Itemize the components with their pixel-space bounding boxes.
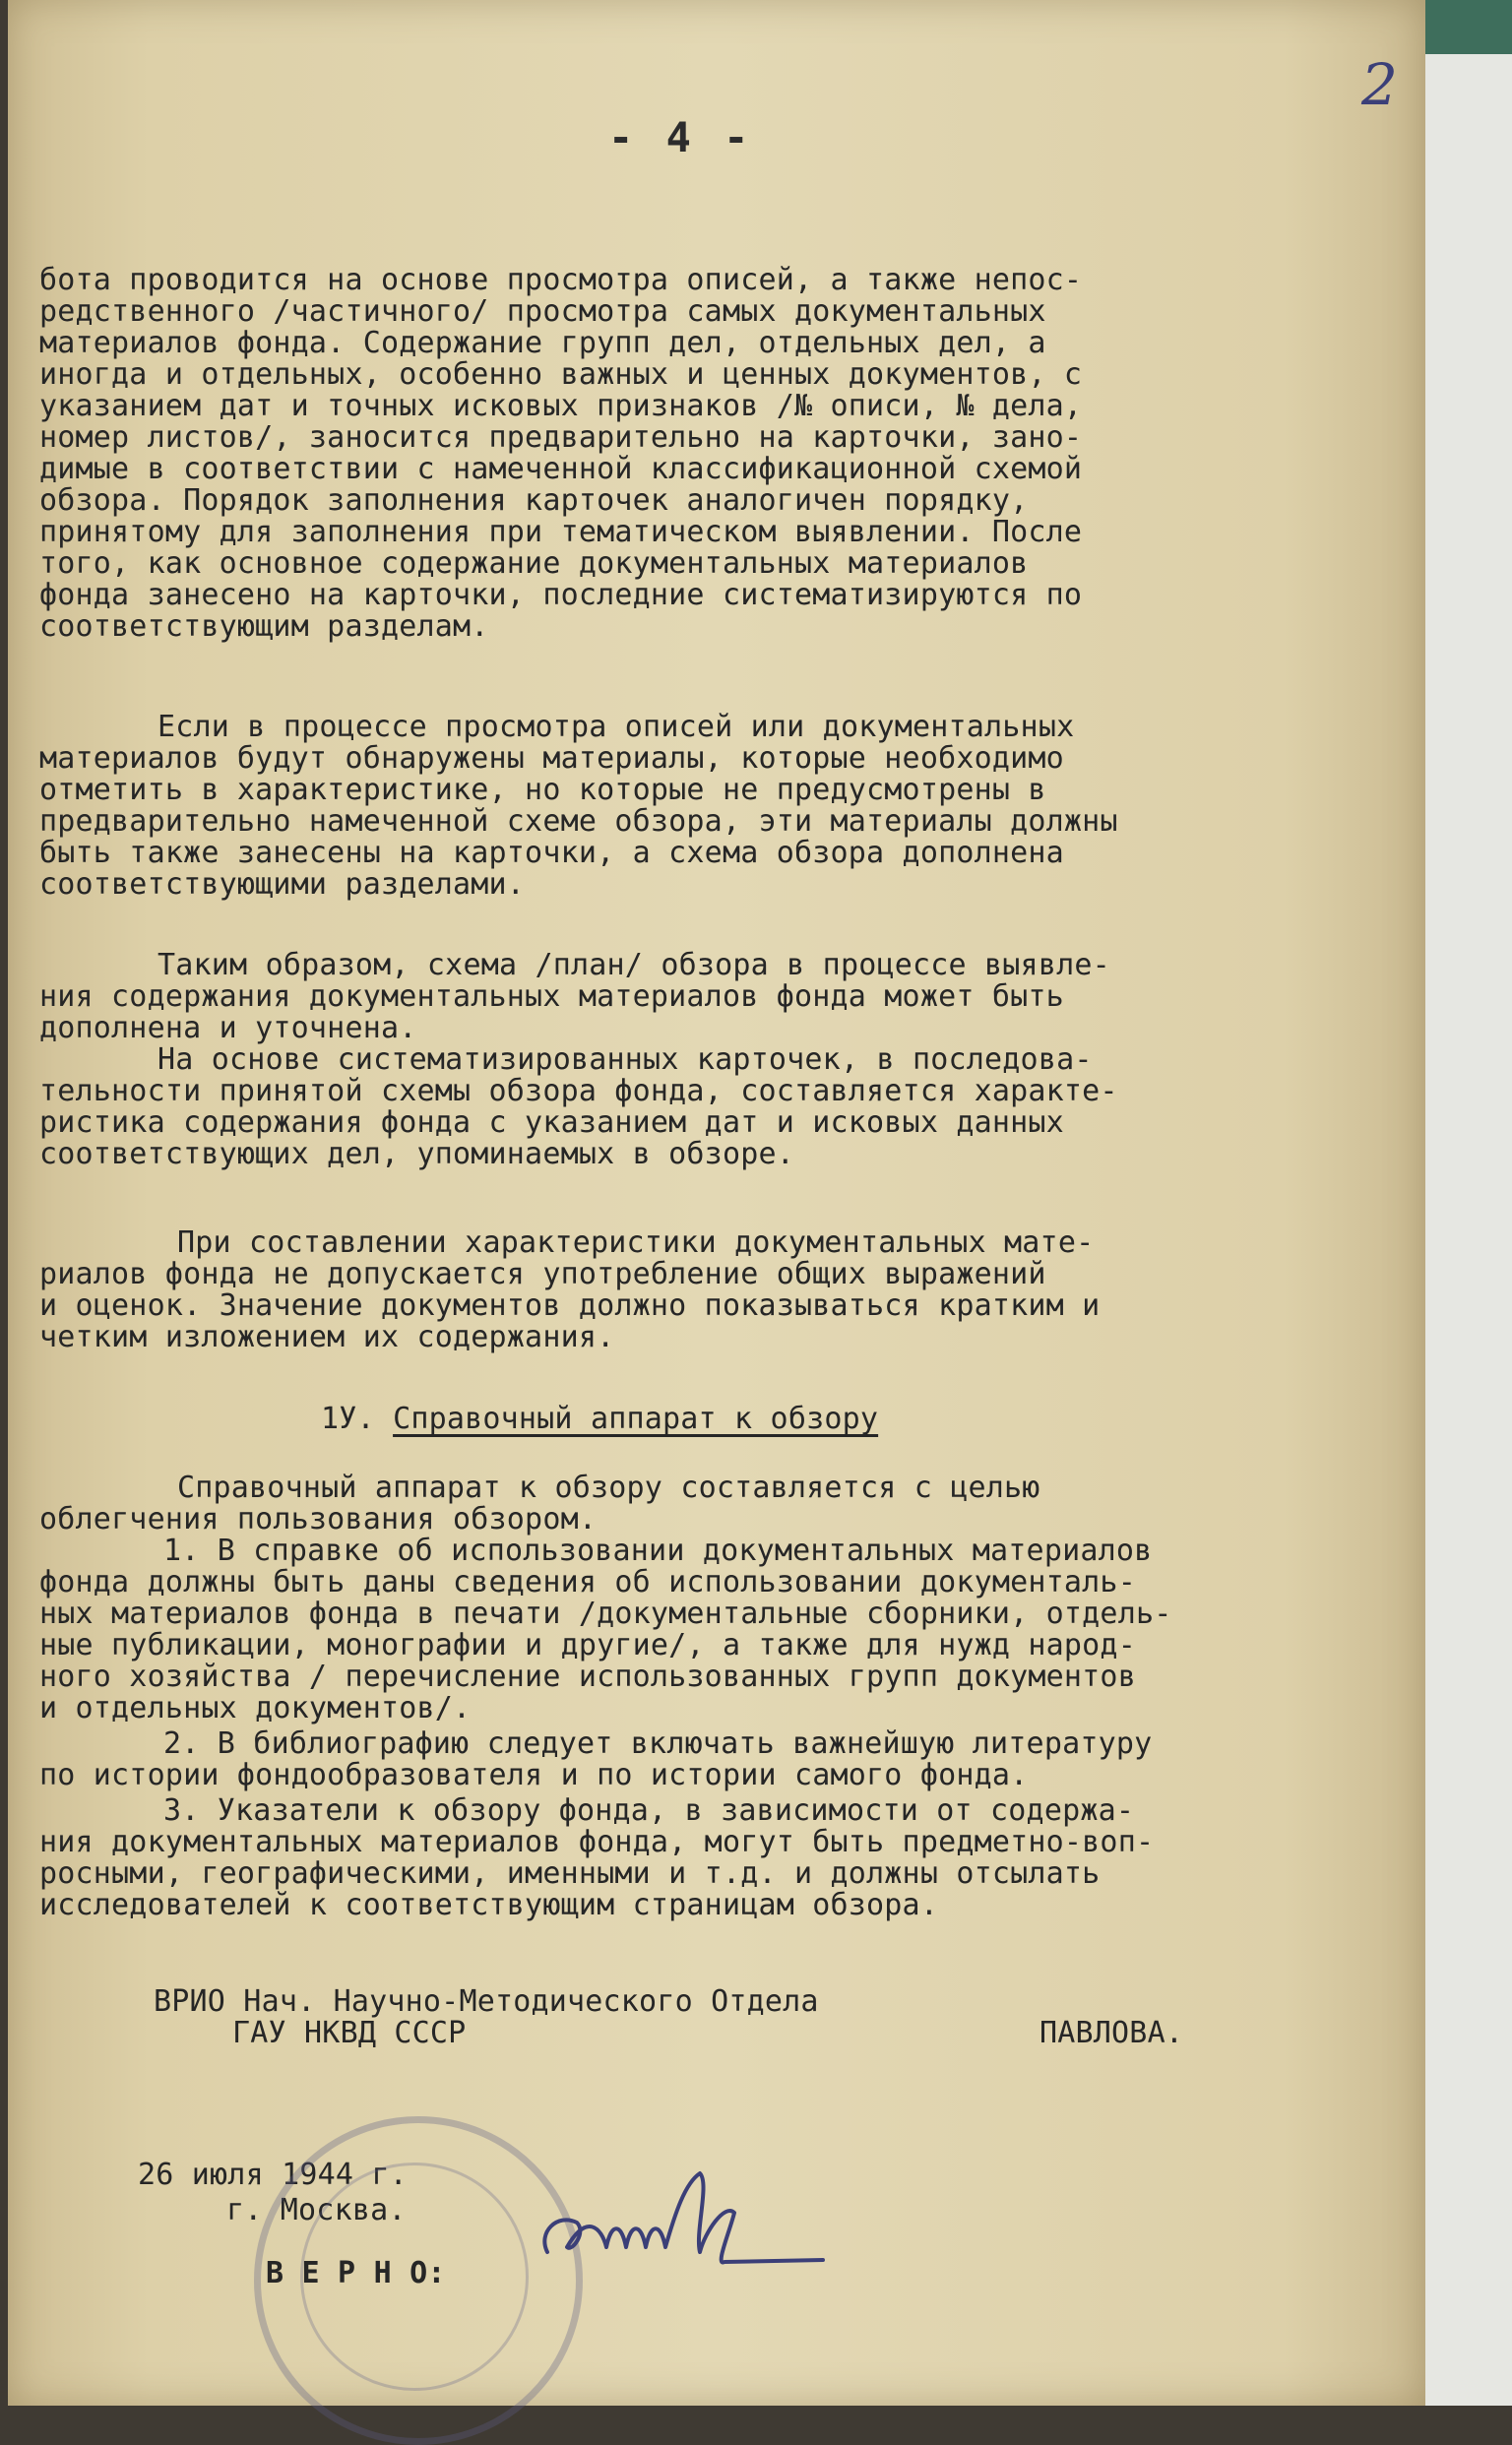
text-line: быть также занесены на карточки, а схема обзора дополнена — [39, 836, 1064, 870]
section-number: 1У. — [321, 1402, 375, 1436]
signatory-name: ПАВЛОВА. — [1040, 2016, 1184, 2050]
text-line: отметить в характеристике, но которые не предусмотрены в — [39, 773, 1046, 807]
text-line: соответствующим разделам. — [39, 609, 489, 644]
text-line: тельности принятой схемы обзора фонда, составляется характе- — [39, 1074, 1118, 1108]
signatory-position: ВРИО Нач. Научно-Методического Отдела — [154, 1984, 819, 2019]
text-line: ния содержания документальных материалов фонда может быть — [39, 979, 1064, 1014]
text-line: ристика содержания фонда с указанием дат и исковых данных — [39, 1105, 1064, 1140]
text-line: Справочный аппарат к обзору составляется с целью — [177, 1471, 1040, 1505]
text-line: соответствующих дел, упоминаемых в обзоре. — [39, 1137, 794, 1171]
text-line: и оценок. Значение документов должно показываться кратким и — [39, 1288, 1101, 1323]
text-line: по истории фондообразователя и по истории самого фонда. — [39, 1758, 1029, 1792]
text-line: Если в процессе просмотра описей или документальных — [158, 710, 1075, 744]
text-line: предварительно намеченной схеме обзора, эти материалы должны — [39, 804, 1118, 839]
text-line: 1. В справке об использовании документальных материалов — [163, 1534, 1153, 1568]
section-heading — [321, 1400, 1089, 1439]
text-line: На основе систематизированных карточек, в последова- — [158, 1042, 1093, 1077]
text-line: четким изложением их содержания. — [39, 1320, 615, 1354]
text-line: ного хозяйства / перечисление использованных групп документов — [39, 1660, 1136, 1694]
text-line: облегчения пользования обзором. — [39, 1502, 598, 1536]
handwritten-signature — [528, 2154, 843, 2272]
text-line: димые в соответствии с намеченной классификационной схемой — [39, 452, 1083, 486]
typed-page-number: - 4 - — [608, 113, 753, 161]
text-line: материалов будут обнаружены материалы, которые необходимо — [39, 741, 1064, 776]
document-page — [8, 0, 1425, 2406]
text-line: исследователей к соответствующим страницам обзора. — [39, 1888, 939, 1922]
text-line: материалов фонда. Содержание групп дел, отдельных дел, а — [39, 326, 1046, 360]
text-line: указанием дат и точных исковых признаков /№ описи, № дела, — [39, 389, 1083, 423]
text-line: ния документальных материалов фонда, могут быть предметно-воп- — [39, 1825, 1155, 1859]
text-line: фонда должны быть даны сведения об использовании документаль- — [39, 1565, 1136, 1599]
section-title: Справочный аппарат к обзору — [393, 1402, 879, 1436]
certified-label: В Е Р Н О: — [266, 2256, 446, 2290]
text-line: принятому для заполнения при тематическом выявлении. После — [39, 515, 1083, 549]
document-place: г. Москва. — [226, 2193, 407, 2227]
text-line: и отдельных документов/. — [39, 1691, 472, 1725]
text-line: иногда и отдельных, особенно важных и ценных документов, с — [39, 357, 1083, 392]
text-line: обзора. Порядок заполнения карточек аналогичен порядку, — [39, 483, 1029, 518]
document-date: 26 июля 1944 г. — [138, 2158, 408, 2192]
text-line: ных материалов фонда в печати /документальные сборники, отдель- — [39, 1597, 1172, 1631]
text-line: При составлении характеристики документальных мате- — [177, 1225, 1095, 1260]
signatory-organization: ГАУ НКВД СССР — [232, 2016, 467, 2050]
text-line: риалов фонда не допускается употребление общих выражений — [39, 1257, 1046, 1291]
text-line: фонда занесено на карточки, последние систематизируются по — [39, 578, 1083, 612]
text-line: дополнена и уточнена. — [39, 1011, 417, 1045]
text-line: росными, географическими, именными и т.д. и должны отсылать — [39, 1856, 1101, 1891]
text-line: номер листов/, заносится предварительно на карточки, зано- — [39, 420, 1083, 455]
text-line: редственного /частичного/ просмотра самых документальных — [39, 294, 1046, 329]
text-line: того, как основное содержание документальных материалов — [39, 546, 1029, 581]
text-line: Таким образом, схема /план/ обзора в процессе выявле- — [158, 948, 1110, 982]
text-line: соответствующими разделами. — [39, 867, 526, 902]
text-line: ные публикации, монографии и другие/, а также для нужд народ- — [39, 1628, 1136, 1662]
handwritten-sheet-number: 2 — [1361, 51, 1398, 118]
text-line: 2. В библиографию следует включать важнейшую литературу — [163, 1726, 1153, 1761]
text-line: 3. Указатели к обзору фонда, в зависимости от содержа- — [163, 1793, 1135, 1828]
text-line: бота проводится на основе просмотра описей, а также непос- — [39, 263, 1083, 297]
